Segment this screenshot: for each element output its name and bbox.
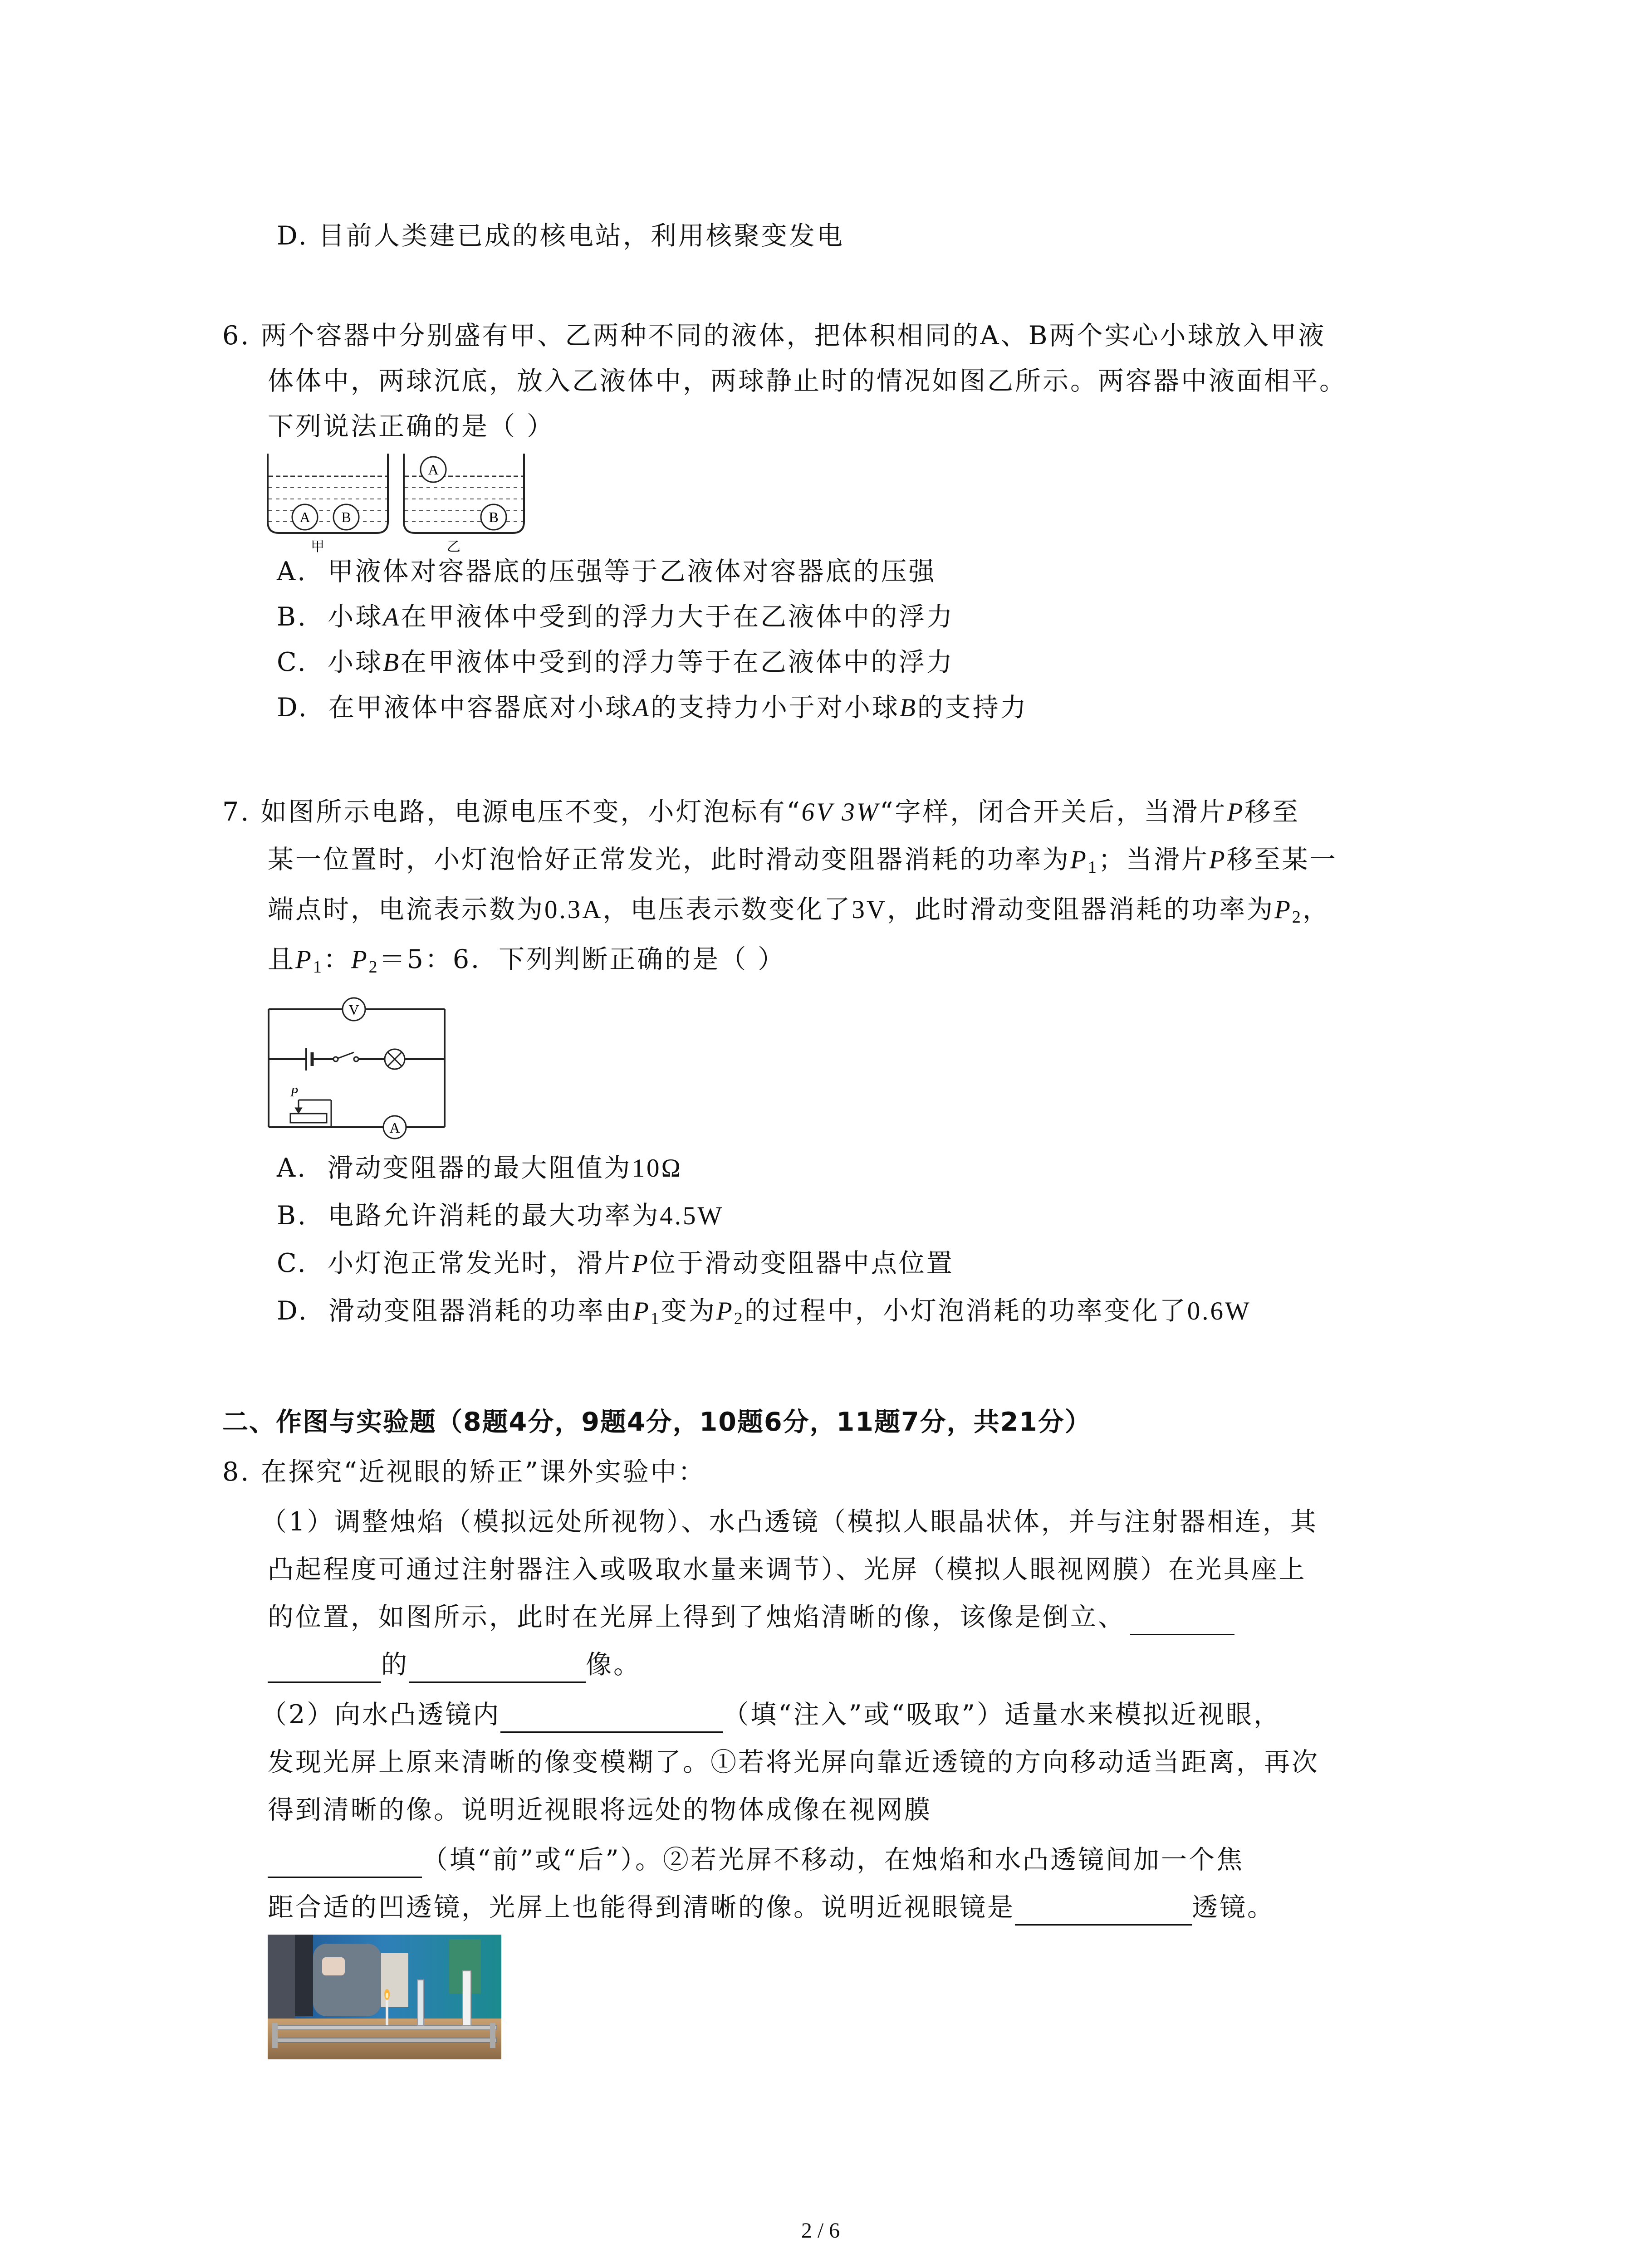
var-a: A [633, 694, 651, 722]
current-value: 0.3A [544, 895, 603, 924]
q7-option-b [277, 1198, 724, 1234]
var-p: P [1209, 846, 1227, 874]
q7-option-d [277, 1293, 1251, 1337]
option-text: 的支持力小于对小球 [650, 693, 900, 723]
rheostat-symbol [290, 1100, 331, 1127]
blank-1[interactable] [1130, 1607, 1234, 1635]
var-p: P [1227, 798, 1245, 826]
option-label: C. [277, 647, 308, 677]
var-a: A [383, 603, 401, 631]
var-p1 [295, 945, 323, 977]
option-text: 滑动变阻器消耗的功率由 [328, 1296, 633, 1326]
var-p: P [295, 945, 313, 974]
option-text: 位于滑动变阻器中点位置 [649, 1248, 954, 1278]
lamp-symbol [385, 1049, 405, 1069]
option-text: 滑动变阻器的最大阻值为 [327, 1153, 632, 1183]
var-p: P [633, 1297, 651, 1325]
q7-circuit-diagram [263, 996, 454, 1145]
subscript: 1 [650, 1309, 661, 1328]
text: ＝5：6．下列判断正确的是（ ） [379, 944, 786, 974]
subscript: 1 [313, 958, 323, 977]
option-text: 在甲液体中受到的浮力等于在乙液体中的浮力 [400, 647, 954, 677]
var-b: B [899, 694, 917, 722]
text: 7. 如图所示电路，电源电压不变，小灯泡标有“ [222, 797, 802, 827]
blank-4[interactable] [268, 1849, 422, 1878]
q6-option-d [277, 689, 1028, 726]
text: ，电压表示数变化了 [603, 894, 852, 924]
subscript: 1 [1087, 858, 1098, 877]
q6-line-3: 下列说法正确的是（ ） [268, 411, 555, 441]
var-p: P [1070, 846, 1088, 874]
var-p: P [632, 1249, 650, 1278]
q5-option-d: D. 目前人类建已成的核电站，利用核聚变发电 [277, 221, 844, 251]
container-jia [268, 454, 388, 533]
q8-intro: 8. 在探究“近视眼的矫正”课外实验中： [222, 1457, 706, 1487]
q6-option-a [277, 553, 936, 590]
option-label: B. [277, 1201, 308, 1231]
q8-p2-line-4 [268, 1842, 1244, 1878]
q8-p2-line-1 [261, 1696, 1281, 1733]
option-label: C. [277, 1248, 308, 1278]
q7-option-a [277, 1150, 682, 1187]
q6-line-1: 6. 两个容器中分别盛有甲、乙两种不同的液体，把体积相同的A、B两个实心小球放入甲液 [222, 321, 1326, 351]
subscript: 2 [1292, 908, 1303, 927]
option-text: 在甲液体中容器底对小球 [328, 693, 633, 723]
text: 像。 [586, 1650, 641, 1680]
q7-line-1 [222, 794, 1300, 831]
var-p1 [633, 1297, 661, 1328]
q7-line-2 [268, 841, 1337, 885]
blank-2[interactable] [409, 1654, 586, 1683]
battery-symbol [306, 1048, 312, 1070]
section-2-title: 二、作图与实验题（8题4分，9题4分，10题6分，11题7分，共21分） [222, 1407, 1092, 1437]
text: 某一位置时，小灯泡恰好正常发光，此时滑动变阻器消耗的功率为 [268, 845, 1070, 875]
ball-a-label: A [428, 461, 439, 478]
blank-1-cont[interactable] [268, 1654, 381, 1683]
q8-p1-line-2: 凸起程度可通过注射器注入或吸取水量来调节）、光屏（模拟人眼视网膜）在光具座上 [268, 1554, 1307, 1584]
option-text: 小灯泡正常发光时，滑片 [327, 1248, 632, 1278]
q7-option-c [277, 1245, 954, 1282]
voltage-change-value: 3V [852, 895, 887, 924]
bulb-rating: 6V 3W [801, 798, 880, 826]
var-p2 [351, 945, 379, 977]
blank-3[interactable] [500, 1704, 723, 1733]
option-label: B. [277, 602, 308, 632]
text: 端点时，电流表示数为 [268, 894, 544, 924]
q8-p2-line-5 [268, 1889, 1275, 1926]
option-label: A. [277, 557, 308, 587]
text: ；当滑片 [1098, 845, 1209, 875]
text: “字样，闭合开关后，当滑片 [880, 797, 1227, 827]
blank-5[interactable] [1015, 1897, 1192, 1926]
text: 移至 [1244, 797, 1300, 827]
option-text: 在甲液体中受到的浮力大于在乙液体中的浮力 [401, 602, 955, 632]
q8-p2-line-2: 发现光屏上原来清晰的像变模糊了。①若将光屏向靠近透镜的方向移动适当距离，再次 [268, 1747, 1319, 1777]
ammeter-symbol [383, 1116, 406, 1139]
switch-symbol [333, 1052, 358, 1061]
text: （2）向水凸透镜内 [261, 1700, 501, 1730]
option-text: 的过程中，小灯泡消耗的功率变化了 [744, 1296, 1187, 1326]
label-jia: 甲 [311, 539, 324, 553]
var-p: P [351, 945, 369, 974]
subscript: 2 [734, 1309, 745, 1328]
option-text: 小球 [328, 602, 383, 632]
q8-p1-line-4 [268, 1647, 641, 1683]
option-text: 甲液体对容器底的压强等于乙液体对容器底的压强 [327, 557, 936, 587]
text: （填“前”或“后”）。②若光屏不移动，在烛焰和水凸透镜间加一个焦 [422, 1845, 1244, 1875]
q8-p1-line-3 [268, 1599, 1234, 1635]
q6-option-c [277, 644, 954, 681]
text: 的位置，如图所示，此时在光屏上得到了烛焰清晰的像，该像是倒立、 [268, 1602, 1126, 1632]
option-text: 的支持力 [917, 693, 1028, 723]
slider-label: P [290, 1085, 299, 1100]
ball-b-label: B [341, 509, 351, 525]
q6-containers-figure [263, 449, 544, 553]
var-p2 [716, 1297, 745, 1328]
text: 透镜。 [1192, 1892, 1275, 1922]
q8-p2-line-3: 得到清晰的像。说明近视眼将远处的物体成像在视网膜 [268, 1795, 932, 1825]
text: 且 [268, 944, 295, 974]
voltmeter-label: V [348, 1002, 359, 1018]
var-p1 [1070, 846, 1098, 877]
text: 移至某一 [1226, 845, 1337, 875]
option-text: 电路允许消耗的最大功率为 [328, 1201, 660, 1231]
voltmeter-symbol [343, 998, 365, 1021]
text: （填“注入”或“吸取”）适量水来模拟近视眼， [723, 1700, 1281, 1730]
text: 距合适的凹透镜，光屏上也能得到清晰的像。说明近视眼镜是 [268, 1892, 1015, 1922]
option-text: 变为 [661, 1296, 716, 1326]
q8-p1-line-1: （1）调整烛焰（模拟远处所视物）、水凸透镜（模拟人眼晶状体，并与注射器相连，其 [261, 1507, 1318, 1537]
ammeter-label: A [389, 1119, 400, 1136]
page-number: 2 / 6 [801, 2219, 840, 2243]
option-text: 小球 [327, 647, 383, 677]
q6-option-b [277, 599, 954, 635]
var-p: P [1274, 895, 1292, 924]
option-value: 4.5W [660, 1202, 724, 1230]
q7-line-3: 端点时，电流表示数为0.3A，电压表示数变化了3V，此时滑动变阻器消耗的功率为$P_2$， [268, 894, 1330, 927]
subscript: 2 [368, 958, 379, 977]
container-yi [404, 454, 524, 533]
var-b: B [382, 648, 401, 677]
option-label: D. [277, 1296, 309, 1326]
optical-bench-photo [268, 1935, 501, 2059]
text: ： [323, 944, 351, 974]
q7-line-4 [268, 941, 785, 985]
text: ，此时滑动变阻器消耗的功率为 [887, 894, 1275, 924]
var-p: P [716, 1297, 734, 1325]
ball-a-label: A [299, 509, 310, 525]
q6-line-2: 体体中，两球沉底，放入乙液体中，两球静止时的情况如图乙所示。两容器中液面相平。 [268, 366, 1347, 396]
option-label: D. [277, 693, 309, 723]
var-p2 [1274, 895, 1303, 927]
option-value: 10Ω [632, 1154, 682, 1183]
ball-b-label: B [489, 509, 499, 525]
text: 的 [381, 1650, 409, 1680]
label-yi: 乙 [447, 539, 460, 553]
option-value: 0.6W [1187, 1297, 1251, 1325]
option-label: A. [277, 1153, 308, 1183]
